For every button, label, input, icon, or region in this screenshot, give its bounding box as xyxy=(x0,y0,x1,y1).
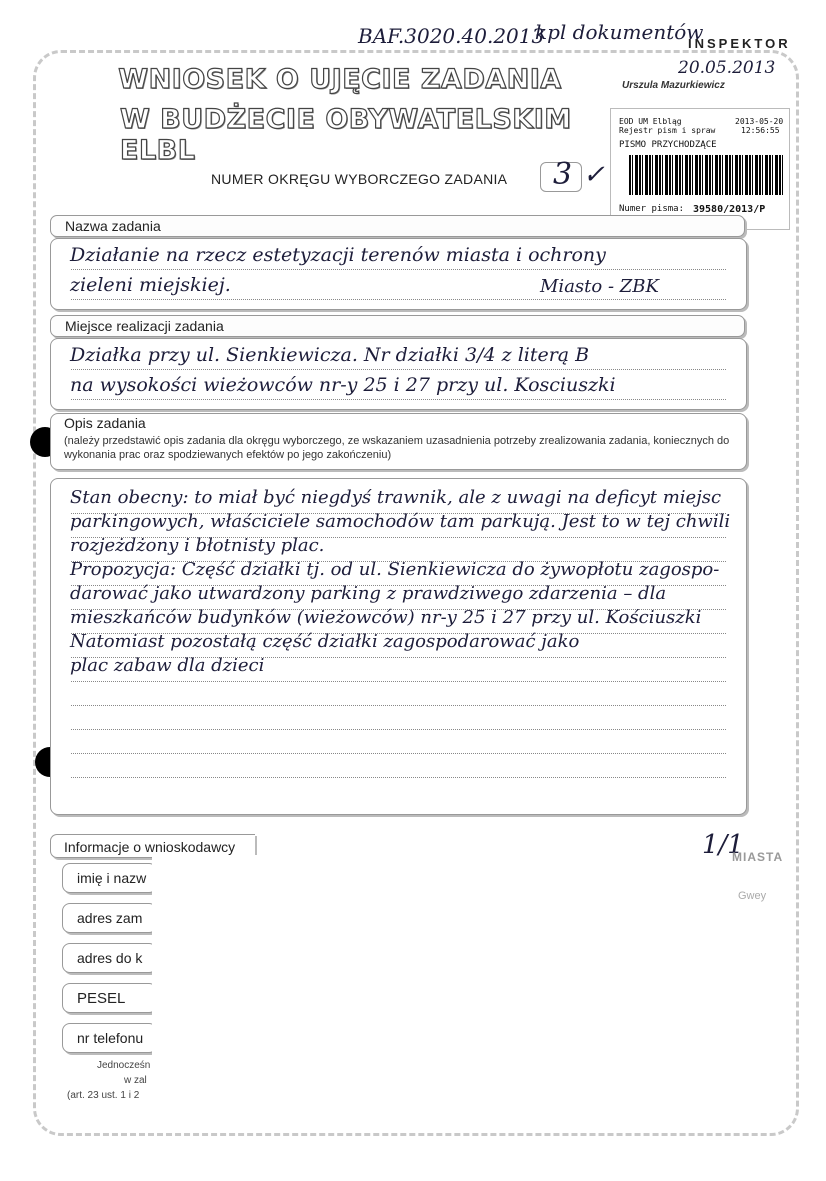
applicant-name-field: imię i nazw xyxy=(62,863,157,893)
redaction-cover xyxy=(152,855,692,1125)
description-line: plac zabaw dla dzieci xyxy=(70,655,265,676)
form-title-line2: W BUDŻECIE OBYWATELSKIM ELBL xyxy=(120,104,572,166)
description-header: Opis zadania xyxy=(64,415,146,431)
description-line: Stan obecny: to miał być niegdyś trawnik, ale z uwagi na deficyt miejsc xyxy=(70,487,722,508)
stamp-number: 39580/2013/P xyxy=(693,204,766,215)
footer-line: w zal xyxy=(124,1075,147,1086)
district-number-box xyxy=(540,157,582,192)
applicant-header: Informacje o wnioskodawcy xyxy=(50,834,255,858)
district-label: NUMER OKRĘGU WYBORCZEGO ZADANIA xyxy=(211,171,508,187)
stamp-time: 12:56:55 xyxy=(741,126,780,135)
miasto-zbk-note: Miasto - ZBK xyxy=(540,276,659,297)
applicant-phone-field: nr telefonu xyxy=(62,1023,157,1053)
task-name-line: Działanie na rzecz estetyzacji terenów miasta i ochrony xyxy=(70,244,606,266)
miasta-edge-text: MIASTA xyxy=(732,850,784,864)
kpl-note: kpl dokumentów xyxy=(535,20,704,44)
stamp-date-print: 2013-05-20 xyxy=(735,117,784,126)
registration-stamp xyxy=(610,108,790,230)
district-tick: ✓ xyxy=(583,160,605,190)
description-line: darować jako utwardzony parking z prawdziwego zdarzenia – dla xyxy=(70,583,667,604)
description-line: Natomiast pozostałą część działki zagospodarować jako xyxy=(70,631,580,652)
barcode xyxy=(629,155,785,195)
task-name-line: zieleni miejskiej. xyxy=(70,274,231,296)
task-name-header: Nazwa zadania xyxy=(50,215,745,237)
reference-number: BAF.3020.40.2013 xyxy=(358,24,545,48)
applicant-pesel-field: PESEL xyxy=(62,983,157,1013)
description-line: mieszkańców budynków (wieżowców) nr-y 25 i 27 przy ul. Kościuszki xyxy=(70,607,702,628)
district-number: 3 xyxy=(553,157,573,192)
location-line: Działka przy ul. Sienkiewicza. Nr działki 3/4 z literą B xyxy=(70,344,590,366)
footer-line: Jednocześn xyxy=(97,1060,151,1071)
stamp-date: 20.05.2013 xyxy=(678,58,776,78)
applicant-mail-address-field: adres do k xyxy=(62,943,157,973)
stamp-type: PISMO PRZYCHODZĄCE xyxy=(619,140,717,150)
footer-line: (art. 23 ust. 1 i 2 xyxy=(67,1090,140,1101)
stamp-name: Urszula Mazurkiewicz xyxy=(622,80,725,91)
edge-fragment-text: Gwey xyxy=(738,890,767,902)
description-line: rozjeżdżony i błotnisty plac. xyxy=(70,535,325,556)
location-line: na wysokości wieżowców nr-y 25 i 27 przy ul. Kosciuszki xyxy=(70,374,616,396)
description-line: Propozycja: Część działki tj. od ul. Sienkiewicza do żywopłotu zagospo- xyxy=(70,559,720,580)
stamp-number-label: Numer pisma: xyxy=(619,204,685,214)
location-header: Miejsce realizacji zadania xyxy=(50,315,745,337)
description-line: parkingowych, właściciele samochodów tam parkują. Jest to w tej chwili xyxy=(70,511,731,532)
form-title-line1: WNIOSEK O UJĘCIE ZADANIA xyxy=(118,64,562,95)
applicant-address-field: adres zam xyxy=(62,903,157,933)
side-count-note: 1/1 xyxy=(702,830,744,860)
inspektor-stamp-text: INSPEKTOR xyxy=(688,36,791,51)
stamp-office: EOD UM Elbląg xyxy=(619,117,682,126)
description-hint: (należy przedstawić opis zadania dla okręgu wyborczego, ze wskazaniem uzasadnienia potrzeby zrealizowania zadania, koniecznych do wykonania prac oraz spodziewanych efektów po jego zakończeniu) xyxy=(64,435,730,461)
stamp-register: Rejestr pism i spraw xyxy=(619,126,716,135)
